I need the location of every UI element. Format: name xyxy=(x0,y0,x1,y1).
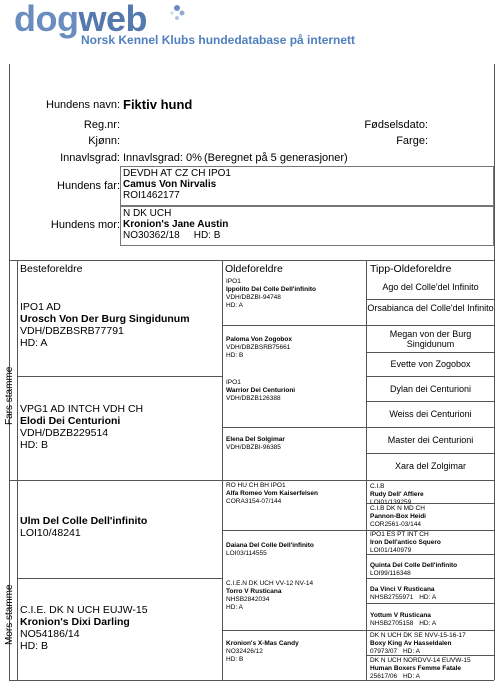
gg-sep-5 xyxy=(223,530,367,531)
ggg-sep-4 xyxy=(367,376,494,377)
ggg-13[interactable] xyxy=(370,586,492,602)
logo-dog-text: dog xyxy=(14,0,79,39)
father-label: Hundens far: xyxy=(57,180,120,192)
gg3-l1: IPO1 xyxy=(226,379,241,386)
ggg-sep-13 xyxy=(367,603,494,604)
ggg-2[interactable]: Orsabianca del Colle'del Infinito xyxy=(367,303,494,313)
ggg13-l2: Da Vinci V Rusticana xyxy=(370,586,435,593)
ggg13-l4: HD: A xyxy=(419,594,437,601)
gp1-reg: VDH/DBZBSRB77791 xyxy=(20,325,124,337)
ggg11-l2: Iron Dell'antico Squero xyxy=(370,539,441,546)
ggg9-l1: C.I.B xyxy=(370,483,385,490)
great-grandparent-3[interactable] xyxy=(226,379,364,403)
ggg-10[interactable] xyxy=(370,505,492,529)
gg5-l2: Alfa Romeo Vom Kaiserfelsen xyxy=(226,490,318,497)
great-grandparent-2[interactable] xyxy=(226,336,364,360)
ggg-9[interactable] xyxy=(370,483,492,507)
ggg-8[interactable]: Xara del Zolgimar xyxy=(394,461,467,471)
gp4-name: Kronion's Dixi Darling xyxy=(20,616,130,628)
gg1-l4: HD: A xyxy=(226,302,243,309)
regnr-label: Reg.nr: xyxy=(83,119,120,131)
gp4-reg: NO54186/14 xyxy=(20,628,80,640)
gg3-l2: Warrior Dei Centurioni xyxy=(226,387,296,394)
gp2-hd: HD: B xyxy=(20,439,49,451)
great-grandparent-8[interactable] xyxy=(226,640,364,664)
ggg14-l4: HD: A xyxy=(419,620,437,627)
father-box[interactable] xyxy=(120,166,494,206)
gg7-l2: Torro V Rusticana xyxy=(226,588,282,595)
name-label: Hundens navn: xyxy=(46,99,120,111)
ggg-6[interactable]: Weiss dei Centurioni xyxy=(389,409,472,419)
pedigree-mid-line xyxy=(9,480,494,481)
ggg15-l1: DK N UCH DK SE NVV-15-16-17 xyxy=(370,632,466,639)
ggg-4[interactable]: Evette von Zogobox xyxy=(390,359,471,369)
mors-stamme-label: Mors stamme xyxy=(4,584,15,645)
sex-label: Kjønn: xyxy=(88,135,120,147)
gg1-l1: IPO1 xyxy=(226,278,241,285)
ggg-sep-12 xyxy=(367,578,494,579)
ggg-sep-7 xyxy=(367,453,494,454)
father-name: Camus Von Nirvalis xyxy=(123,179,217,190)
gg8-l4: HD: B xyxy=(226,656,244,663)
ggg15-l3: 07973/07 xyxy=(370,648,398,655)
ggg-sep-1 xyxy=(367,299,494,300)
mother-hd: HD: B xyxy=(193,230,221,241)
ggg-14[interactable] xyxy=(370,612,492,628)
father-reg: ROI1462177 xyxy=(123,190,180,201)
gp2-name: Elodi Dei Centurioni xyxy=(20,415,121,427)
great-grandparent-6[interactable] xyxy=(226,542,364,558)
logo-web-text: web xyxy=(78,0,147,39)
color-label: Farge: xyxy=(396,135,428,147)
grandparent-3[interactable] xyxy=(20,515,220,539)
gg5-l1: RO HU CH BH IPO1 xyxy=(226,482,286,489)
mother-label: Hundens mor: xyxy=(50,219,120,231)
ggg-5[interactable]: Dylan dei Centurioni xyxy=(389,384,472,394)
great-grandparent-7[interactable] xyxy=(226,580,364,612)
mother-titles: N DK UCH xyxy=(123,208,172,219)
col-great: Oldeforeldre xyxy=(225,263,283,275)
pedigree-top-line xyxy=(9,260,494,261)
ggg15-l2: Boxy King Av Hasseldalen xyxy=(370,640,452,647)
gg8-l2: Kronion's X-Mas Candy xyxy=(226,640,299,647)
grandparent-4[interactable] xyxy=(20,604,220,652)
fars-stamme-label: Fars stamme xyxy=(4,366,15,425)
ggg16-l3: 25617/06 xyxy=(370,673,398,680)
ggg16-l2: Human Boxers Femme Fatale xyxy=(370,665,462,672)
gp1-hd: HD: A xyxy=(20,337,48,349)
gp2-reg: VDH/DBZB229514 xyxy=(20,427,109,439)
ggg14-l2: Yottum V Rusticana xyxy=(370,612,431,619)
mother-box[interactable] xyxy=(120,206,494,246)
ggg-12[interactable] xyxy=(370,562,492,578)
gp3-reg: LOI10/48241 xyxy=(20,527,81,539)
ggg-sep-3 xyxy=(367,352,494,353)
ggg10-l2: Pannon-Box Heidi xyxy=(370,513,426,520)
ggg15-l4: HD: A xyxy=(402,648,420,655)
col-great2: Tipp-Oldeforeldre xyxy=(370,263,452,275)
gg7-l3: NHSB2842034 xyxy=(226,596,270,603)
gp3-name: Ulm Del Colle Dell'infinito xyxy=(20,515,148,527)
ggg9-l2: Rudy Dell' Affiere xyxy=(370,491,424,498)
ggg9-l3: LOI01/139259 xyxy=(370,499,412,506)
ggg12-l3: LOI99/116348 xyxy=(370,570,411,577)
ggg-1[interactable]: Ago del Colle'del Infinito xyxy=(382,282,479,292)
gg3-l3: VDH/DBZB126388 xyxy=(226,395,281,402)
ggg-7[interactable]: Master dei Centurioni xyxy=(387,435,474,445)
mother-reg: NO30362/18 xyxy=(123,230,180,241)
pedigree-col-line-1 xyxy=(222,260,223,680)
gp1-name: Urosch Von Der Burg Singidunum xyxy=(20,313,190,325)
dog-name: Fiktiv hund xyxy=(123,97,193,112)
gg7-l4: HD: A xyxy=(226,604,243,611)
ggg14-l3: NHSB2705158 xyxy=(370,620,414,627)
tagline: Norsk Kennel Klubs hundedatabase på internett xyxy=(81,33,356,47)
ggg11-l1: IPO1 ES PT INT CH xyxy=(370,531,429,538)
ggg13-l3: NHSB2755971 xyxy=(370,594,414,601)
ggg-11[interactable] xyxy=(370,531,492,555)
gp1-titles: IPO1 AD xyxy=(20,301,61,313)
gg2-l3: VDH/DBZBSRB75661 xyxy=(226,344,291,351)
ggg-sep-6 xyxy=(367,427,494,428)
gg4-l2: Elena Del Solgimar xyxy=(226,436,285,443)
gg6-l3: LOI03/114555 xyxy=(226,550,267,557)
gg2-l4: HD: B xyxy=(226,352,244,359)
gg-sep-7 xyxy=(223,630,367,631)
great-grandparent-4[interactable] xyxy=(226,436,364,452)
gp-sep-1 xyxy=(18,376,223,377)
gg4-l3: VDH/DBZBI-96385 xyxy=(226,444,281,451)
grandparent-1[interactable] xyxy=(20,301,220,349)
ggg-sep-5 xyxy=(367,401,494,402)
ggg12-l2: Quinta Del Colle Dell'infinito xyxy=(370,562,458,569)
gg1-l2: Ippolito Del Colle Dell'infinito xyxy=(226,286,317,293)
inbreeding-value: Innavlsgrad: 0% xyxy=(123,152,202,164)
great-grandparent-5[interactable] xyxy=(226,482,364,506)
gp4-titles: C.I.E. DK N UCH EUJW-15 xyxy=(20,604,148,616)
gg6-l2: Daiana Del Colle Dell'infinito xyxy=(226,542,314,549)
mother-name: Kronion's Jane Austin xyxy=(123,219,229,230)
ggg11-l3: LOI01/140979 xyxy=(370,547,412,554)
grandparent-2[interactable] xyxy=(20,403,220,451)
inbreeding-label: Innavlsgrad: xyxy=(60,152,120,164)
father-titles: DEVDH AT CZ CH IPO1 xyxy=(123,168,231,179)
great-grandparent-1[interactable] xyxy=(226,278,364,310)
birth-label: Fødselsdato: xyxy=(364,119,428,131)
ggg-sep-14 xyxy=(367,630,494,631)
gg7-l1: C.I.E.N DK UCH VV-12 NV-14 xyxy=(226,580,314,587)
ggg-3[interactable]: Megan von der Burg Singidunum xyxy=(389,329,472,349)
inbreeding-note: (Beregnet på 5 generasjoner) xyxy=(204,152,348,164)
gp4-hd: HD: B xyxy=(20,640,49,652)
gg8-l3: NO32426/12 xyxy=(226,648,263,655)
gg-sep-3 xyxy=(223,427,367,428)
gp-sep-2 xyxy=(18,578,223,579)
gg1-l3: VDH/DBZBI-94748 xyxy=(226,294,281,301)
ggg10-l3: COR2561-03/144 xyxy=(370,521,421,528)
col-grandparents: Besteforeldre xyxy=(20,263,83,275)
pedigree-side-line xyxy=(17,260,18,680)
ggg16-l1: DK N UCH NORDVV-14 EUVW-15 xyxy=(370,657,471,664)
ggg-sep-2 xyxy=(367,325,494,326)
gg-sep-1 xyxy=(223,325,367,326)
ggg16-l4: HD: A xyxy=(402,673,420,680)
ggg10-l1: C.I.B DK N MD CH xyxy=(370,505,425,512)
gg5-l3: CORA3154-07/144 xyxy=(226,498,282,505)
ggg-15[interactable] xyxy=(370,632,492,656)
gp2-titles: VPG1 AD INTCH VDH CH xyxy=(20,403,144,415)
logo-dots-icon xyxy=(168,4,186,22)
gg2-l2: Paloma Von Zogobox xyxy=(226,336,292,343)
ggg-16[interactable] xyxy=(370,657,492,681)
